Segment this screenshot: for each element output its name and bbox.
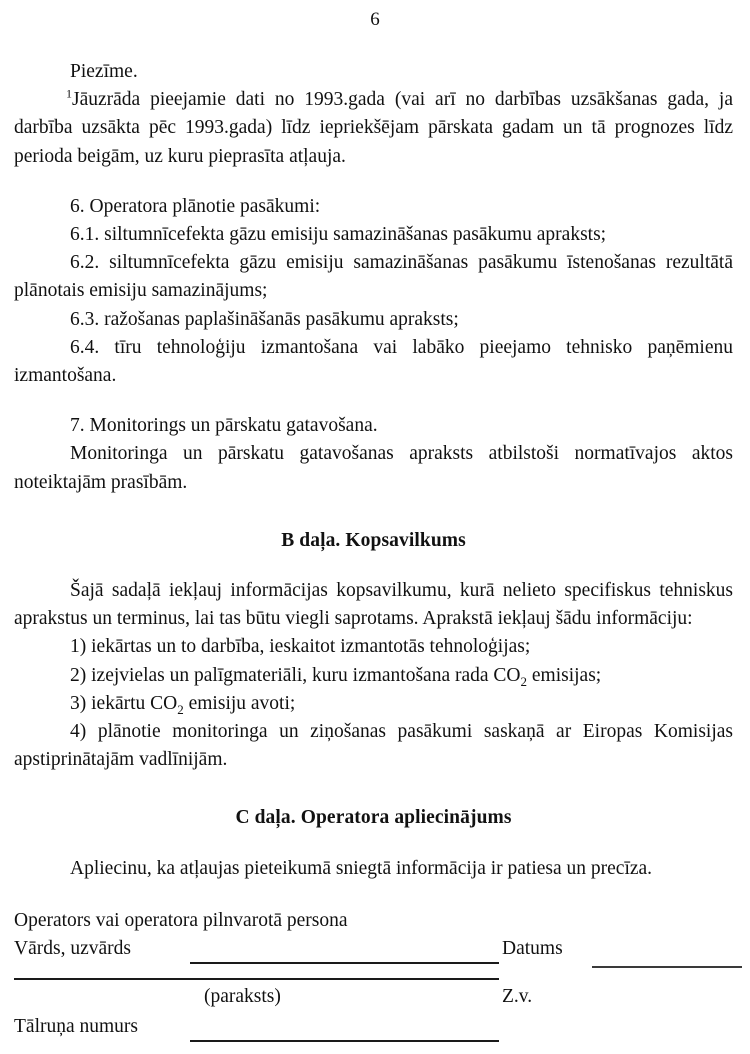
part-c-heading: C daļa. Operatora apliecinājums [235,807,512,829]
section7-body: Monitoringa un pārskatu gatavošanas apraksts atbilstoši normatīvajos aktos noteiktajām prasībām. [14,443,733,493]
part-b-item-3-prefix: 3) iekārtu CO [70,692,178,714]
part-b-item-4: 4) plānotie monitoringa un ziņošanas pasākumi saskaņā ar Eiropas Komisijas apstiprinātajām vadlīnijām. [14,721,733,771]
part-b-item-3 [14,690,733,718]
footnote-paragraph [14,86,733,171]
footnote-text: Jāuzrāda pieejamie dati no 1993.gada (vai arī no darbības uzsākšanas gada, ja darbība uzsākta pēc 1993.gada) līdz iepriekšējam pārskata gadam un tā prognozes līdz perioda beigām, uz kuru pieprasīta atļauja. [14,89,733,167]
part-b-item-3-suffix: emisiju avoti; [183,692,296,714]
co2-subscript: 2 [520,673,528,689]
section7-heading: 7. Monitorings un pārskatu gatavošana. [70,415,378,437]
spacer [14,497,733,527]
part-b-intro: Šajā sadaļā iekļauj informācijas kopsavilkumu, kurā nelieto specifiskus tehniskus aprakstus un terminus, lai tas būtu viegli saprotams. Aprakstā iekļauj šādu informāciju: [14,580,733,630]
spacer [14,833,733,855]
part-c-body: Apliecinu, ka atļaujas pieteikumā sniegtā informācija ir patiesa un precīza. [70,857,653,879]
spacer [14,774,733,804]
part-b-item-2-prefix: 2) izejvielas un palīgmateriāli, kuru izmantošana rada CO [70,664,521,686]
section6-item-4: 6.4. tīru tehnoloģiju izmantošana vai labāko pieejamo tehnisko paņēmienu izmantošana. [14,336,733,387]
part-b-item-2 [14,662,733,690]
name-row [14,936,736,966]
phone-input-line[interactable] [190,1040,499,1042]
signature-input-line[interactable] [14,978,499,980]
signature-block [14,908,736,1037]
name-input-line[interactable] [190,962,499,964]
part-b-item-1: 1) iekārtas un to darbība, ieskaitot izmantotās tehnoloģijas; [70,636,531,658]
section6-item-2: 6.2. siltumnīcefekta gāzu emisiju samazināšanas pasākumu īstenošanas rezultātā plānotais emisiju samazinājums; [14,252,733,302]
section6-item-1: 6.1. siltumnīcefekta gāzu emisiju samazināšanas pasākumu apraksts; [70,224,607,246]
co2-subscript: 2 [177,701,184,717]
seal-label: Z.v. [502,986,533,1007]
operator-heading: Operators vai operatora pilnvarotā persona [14,910,348,931]
part-b-heading: B daļa. Kopsavilkums [281,529,466,551]
phone-label: Tālruņa numurs [14,1016,139,1037]
document-body [14,58,733,883]
date-label: Datums [502,938,563,959]
footnote-marker: 1 [66,86,72,101]
section6-heading: 6. Operatora plānotie pasākumi: [70,195,321,217]
spacer [14,171,733,193]
section6-item-3: 6.3. ražošanas paplašināšanās pasākumu apraksts; [70,308,459,330]
signature-caption: (paraksts) [204,986,281,1007]
spacer [14,390,733,412]
name-label: Vārds, uzvārds [14,938,131,959]
date-input-line[interactable] [592,966,742,968]
spacer [14,555,733,577]
page-number: 6 [370,9,380,30]
notes-title: Piezīme. [70,61,138,82]
part-b-item-2-suffix: emisijas; [527,664,602,686]
